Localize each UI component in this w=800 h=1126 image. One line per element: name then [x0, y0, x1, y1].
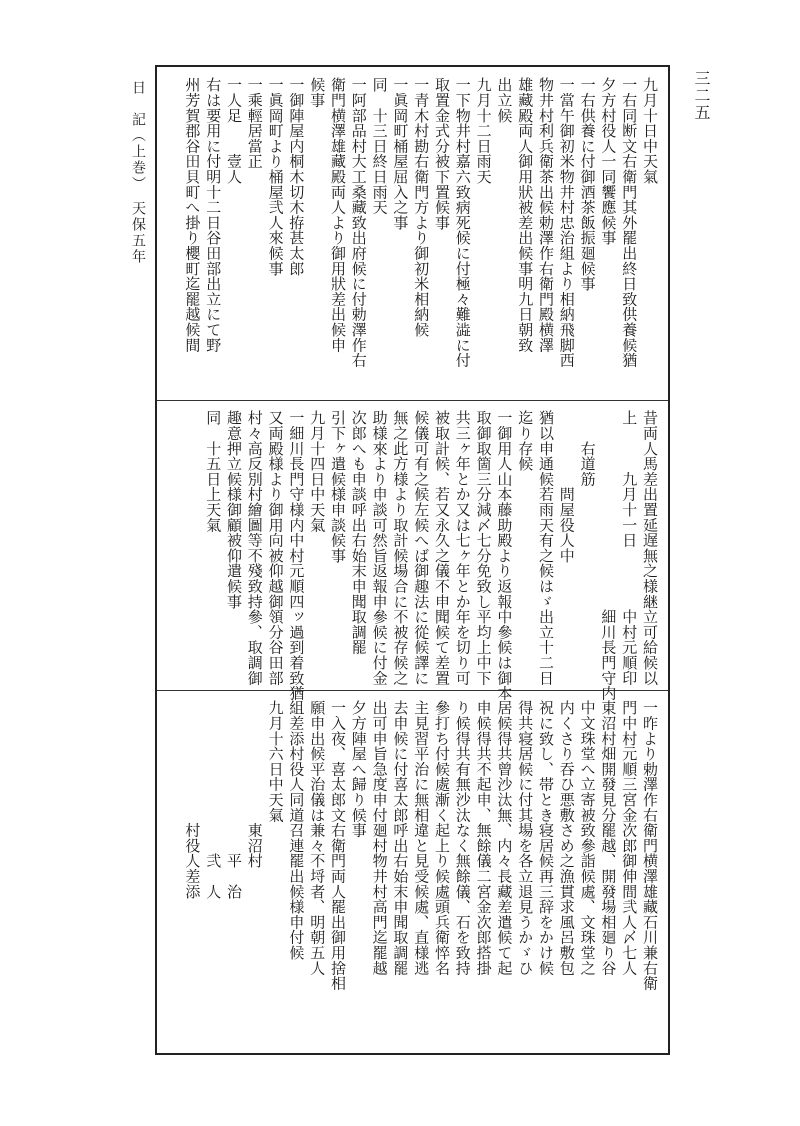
text-column: 一青木村勘右衛門方より御初米相納候	[412, 77, 431, 338]
text-column: 申候得共不起申、無餘儀二宮金次郎搭掛	[474, 700, 493, 976]
text-column: 取置金式分被下置候事	[433, 77, 451, 230]
text-column: 居候得共曾沙汰無、内々長藏差遣候て起	[495, 700, 514, 976]
text-column: 同 十五日上天氣	[204, 410, 223, 533]
text-column: 助様來より申談可然旨返報申參候に付金	[370, 410, 389, 686]
section-middle	[157, 400, 668, 701]
text-column: 一細川長門守様内中村元順四ッ過到着致猶	[287, 410, 306, 701]
text-column: 一乘輕居當正	[245, 77, 264, 169]
text-column: 出可申旨急度申付廻村物井村高門迄罷越	[370, 700, 389, 976]
text-column: 一眞岡町より桶屋弐人來候事	[266, 77, 285, 276]
section-bottom	[157, 690, 668, 1057]
text-column: 被取計候、若又永久之儀不申聞候て差置	[433, 410, 451, 686]
text-column: 參打ち付候處漸く起上り候處頭兵衛悴名	[433, 700, 451, 976]
text-column: 右道筋	[578, 410, 597, 487]
text-column: 問屋役人中	[557, 410, 576, 563]
text-column: 右は要用に付明十二日谷田部出立にて野	[204, 77, 223, 353]
text-column: 祝に致し、帯とき寝居候再三辞をかけ候	[537, 700, 555, 976]
running-header: 日 記（上巻） 天保五年	[130, 80, 146, 265]
text-column: 共三ヶ年とか又は七ヶ年とか年を切り可	[453, 410, 472, 686]
text-column: 細川長門守内	[599, 410, 618, 701]
text-column: 一御用人山本藤助殿より返報中參候は御本	[495, 410, 514, 701]
text-column: 一當午御初米物井村忠治組より相納飛脚西	[557, 77, 576, 368]
text-column: 出立候	[495, 77, 514, 123]
text-column: 引下ヶ遣候様申談候事	[329, 410, 347, 563]
text-column: 昔両人馬差出置延遅無之様継立可給候以	[641, 410, 659, 686]
text-column: 次郎へも申談呼出右始末申聞取調罷	[349, 410, 368, 655]
text-column: 九月十四日中天氣	[308, 410, 327, 533]
text-column: 内くさり吞ひ悪敷さめ之漁貫求風呂敷包	[557, 700, 576, 976]
text-frame	[155, 65, 670, 1055]
text-column: 物井村利兵衛茶出候勅澤作右衛門殿横澤	[537, 77, 555, 353]
text-column: 東沼村	[245, 700, 264, 869]
text-column: 上 九月十一日 中村元順印	[620, 410, 639, 686]
text-column: 一右供養に付御酒茶飯振廻候事	[578, 77, 597, 292]
text-column: 東沼村畑開發見分罷越、開發場相廻り谷	[599, 700, 618, 976]
text-column: 趣意押立候様御顧被仰遣候事	[225, 410, 243, 609]
text-column: り候得共有無沙汰なく無餘儀、石を致持	[453, 700, 472, 976]
section-top	[157, 67, 668, 400]
text-column: 取御取箇三分減〆七分免致し平均上中下	[474, 410, 493, 686]
text-column: 衛門横澤雄藏殿両人より御用狀差出候申	[329, 77, 347, 353]
text-column: 九月十六日中天氣	[266, 700, 285, 823]
text-column: 猶以申通候若雨天有之候はゞ出立十二日	[537, 410, 555, 686]
text-column: 一御陣屋内桐木切木拵甚太郎	[287, 77, 306, 276]
page-number: 三二五	[692, 70, 711, 121]
text-column: 村々高反別村繪圖等不殘致持參、取調御	[245, 410, 264, 686]
text-column: 九月十二日雨天	[474, 77, 493, 185]
text-column: 組差添村役人同道召連罷出候様申付候	[287, 700, 306, 961]
text-column: 願申出候平治儀は兼々不埒者、明朝五人	[308, 700, 327, 976]
text-column: 主見習平治に無相違と見受候處、直様逃	[412, 700, 431, 976]
text-column: 又両殿様より御用向被仰越御領分谷田部	[266, 410, 285, 686]
text-column: 候儀可有之候左候へば御趣法に從候譯に	[412, 410, 431, 686]
text-column: 平 治	[225, 700, 243, 899]
text-column: 同 十三日終日雨天	[370, 77, 389, 215]
text-column: 去申候に付喜太郎呼出右始末申聞取調罷	[391, 700, 410, 976]
text-column: 州芳賀郡谷田貝町へ掛り櫻町迄罷越候間	[183, 77, 202, 353]
text-column: 一昨より勅澤作右衛門横澤雄藏石川兼右衛	[641, 700, 659, 991]
text-column: 門中村元順三宮金次郎御伸間弐人〆七人	[620, 700, 639, 976]
text-column: 雄藏殿両人御用狀被差出候事明九日朝致	[516, 77, 535, 353]
text-column: 得共寝居候に付其場を各立退見うかゞひ	[516, 700, 535, 976]
text-column: 弐 人	[204, 700, 223, 899]
text-column: 一眞岡町桶屋屈入之事	[391, 77, 410, 230]
text-column: 村役人差添	[183, 700, 202, 899]
text-column: 迄り存候	[516, 410, 535, 472]
text-column: 夕方村役人一同饗應候事	[599, 77, 618, 246]
text-column: 九月十日中天氣	[641, 77, 659, 185]
text-column: 中文珠堂へ立寄被致參詣候處、文珠堂之	[578, 700, 597, 976]
text-column: 候事	[308, 77, 327, 108]
text-column: 無之此方様より取計候場合に不被存候之	[391, 410, 410, 686]
text-column: 夕方陣屋へ歸り候事	[349, 700, 368, 838]
text-column: 一入夜、喜太郎文右衛門両人罷出御用捨相	[329, 700, 347, 991]
text-column: 一右同断文右衛門其外罷出終日致供養候猶	[620, 77, 639, 368]
text-column: 一阿部品村大工桑藏致出府候に付勅澤作右	[349, 77, 368, 368]
text-column: 一人足 壹人	[225, 77, 243, 185]
text-column: 一下物井村嘉六致病死候に付極々難澁に付	[453, 77, 472, 368]
